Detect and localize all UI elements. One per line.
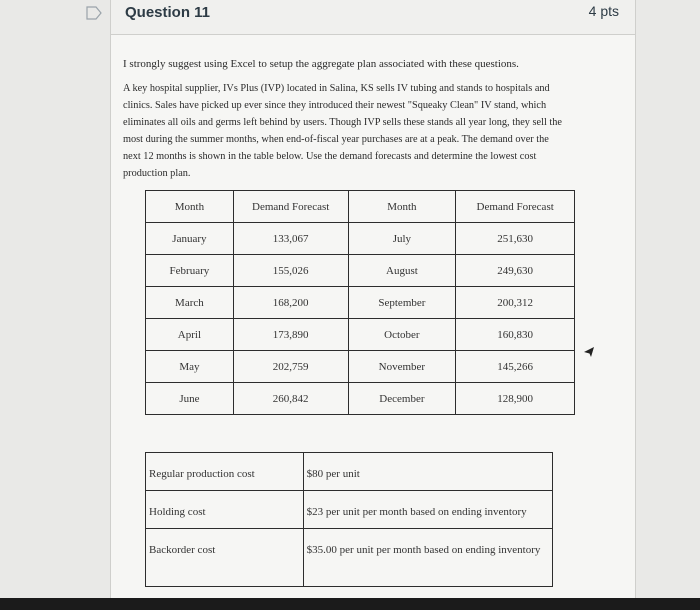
table-row bbox=[146, 223, 575, 255]
table-cell: June bbox=[146, 383, 234, 415]
paragraph-line: next 12 months is shown in the table below. Use the demand forecasts and determine the lowest cost bbox=[123, 151, 537, 162]
cost-row bbox=[146, 529, 553, 587]
question-header bbox=[111, 0, 635, 35]
table-cell: October bbox=[348, 319, 456, 351]
column-header: Month bbox=[146, 191, 234, 223]
paragraph-line: A key hospital supplier, IVs Plus (IVP) located in Salina, KS sells IV tubing and stands to hospitals and bbox=[123, 83, 550, 94]
table-header-row bbox=[146, 191, 575, 223]
table-cell: 145,266 bbox=[456, 351, 575, 383]
mouse-cursor-icon bbox=[583, 346, 595, 358]
table-cell: February bbox=[146, 255, 234, 287]
cost-label: Regular production cost bbox=[146, 453, 304, 491]
column-header: Month bbox=[348, 191, 456, 223]
paragraph-line: most during the summer months, when end-of-fiscal year purchases are at a peak. The demand over the bbox=[123, 134, 549, 145]
question-card bbox=[110, 0, 636, 600]
cost-row bbox=[146, 491, 553, 529]
table-cell: 133,067 bbox=[233, 223, 348, 255]
question-title: Question 11 bbox=[125, 4, 211, 21]
problem-paragraph bbox=[123, 80, 623, 182]
table-cell: 251,630 bbox=[456, 223, 575, 255]
cost-table bbox=[145, 452, 553, 587]
demand-forecast-table bbox=[145, 190, 575, 415]
cost-value: $23 per unit per month based on ending inventory bbox=[303, 491, 552, 529]
table-row bbox=[146, 319, 575, 351]
screen-bottom-bar bbox=[0, 598, 700, 610]
table-cell: August bbox=[348, 255, 456, 287]
table-row bbox=[146, 287, 575, 319]
table-cell: 260,842 bbox=[233, 383, 348, 415]
table-cell: March bbox=[146, 287, 234, 319]
paragraph-line: eliminates all oils and germs left behind by users. Though IVP sells these stands all year long, they sell the bbox=[123, 117, 562, 128]
table-cell: 249,630 bbox=[456, 255, 575, 287]
cost-value: $80 per unit bbox=[303, 453, 552, 491]
cost-label: Holding cost bbox=[146, 491, 304, 529]
cost-value: $35.00 per unit per month based on ending inventory bbox=[303, 529, 552, 587]
question-points: 4 pts bbox=[588, 3, 619, 19]
intro-text: I strongly suggest using Excel to setup the aggregate plan associated with these questions. bbox=[123, 58, 519, 70]
table-cell: January bbox=[146, 223, 234, 255]
table-row bbox=[146, 351, 575, 383]
table-cell: 200,312 bbox=[456, 287, 575, 319]
table-cell: December bbox=[348, 383, 456, 415]
column-header: Demand Forecast bbox=[456, 191, 575, 223]
table-cell: 202,759 bbox=[233, 351, 348, 383]
table-cell: 173,890 bbox=[233, 319, 348, 351]
table-cell: May bbox=[146, 351, 234, 383]
table-cell: 155,026 bbox=[233, 255, 348, 287]
column-header: Demand Forecast bbox=[233, 191, 348, 223]
table-row bbox=[146, 383, 575, 415]
table-cell: 128,900 bbox=[456, 383, 575, 415]
table-cell: November bbox=[348, 351, 456, 383]
cost-label: Backorder cost bbox=[146, 529, 304, 587]
table-cell: September bbox=[348, 287, 456, 319]
paragraph-line: production plan. bbox=[123, 168, 191, 179]
table-cell: 168,200 bbox=[233, 287, 348, 319]
cost-row bbox=[146, 453, 553, 491]
paragraph-line: clinics. Sales have picked up ever since they introduced their newest "Squeaky Clean" IV stand, which bbox=[123, 100, 547, 111]
table-cell: July bbox=[348, 223, 456, 255]
table-cell: 160,830 bbox=[456, 319, 575, 351]
flag-icon[interactable] bbox=[86, 6, 102, 20]
table-cell: April bbox=[146, 319, 234, 351]
table-row bbox=[146, 255, 575, 287]
